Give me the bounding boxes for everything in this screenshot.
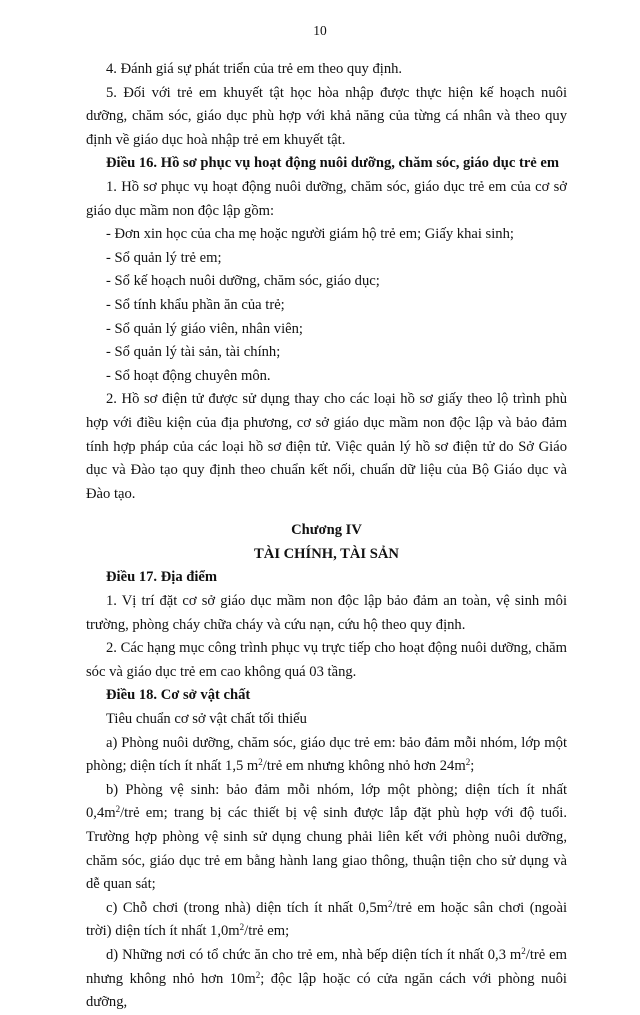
chapter-label: Chương IV bbox=[291, 522, 362, 539]
list-item: - Sổ quản lý tài sản, tài chính; bbox=[106, 344, 281, 361]
article-17-clause-1: 1. Vị trí đặt cơ sở giáo dục mầm non độc lập bảo đảm an toàn, vệ sinh môi trường, phòng cháy chữa cháy và cứu nạn, cứu hộ theo quy định. bbox=[86, 593, 567, 633]
article-17-clause-2: 2. Các hạng mục công trình phục vụ trực tiếp cho hoạt động nuôi dưỡng, chăm sóc và giáo dục trẻ em cao không quá 03 tầng. bbox=[86, 640, 567, 680]
point-b-text-2: /trẻ em; trang bị các thiết bị vệ sinh được lắp đặt phù hợp với độ tuổi. Trường hợp phòng vệ sinh sử dụng chung phải liên kết với phòng nuôi dưỡng, chăm sóc, giáo dục trẻ em bằng hành lang giao thông, thuận tiện cho sử dụng và dễ quan sát; bbox=[86, 805, 567, 893]
superscript: 2 bbox=[255, 969, 261, 980]
superscript: 2 bbox=[521, 945, 526, 956]
superscript: 2 bbox=[258, 757, 263, 768]
superscript: 2 bbox=[239, 922, 245, 933]
point-a-text-2: /trẻ em nhưng không nhỏ hơn 24m bbox=[262, 758, 466, 775]
superscript: 2 bbox=[465, 757, 471, 768]
list-item: - Sổ kế hoạch nuôi dưỡng, chăm sóc, giáo dục; bbox=[106, 273, 380, 290]
point-a-text-1: a) Phòng nuôi dưỡng, chăm sóc, giáo dục trẻ em: bảo đảm mỗi nhóm, lớp một phòng; diện tích ít nhất 1,5 m bbox=[86, 734, 567, 775]
point-d-text-3: ; độc lập hoặc có cửa ngăn cách với phòng nuôi dưỡng, bbox=[86, 970, 567, 1011]
list-item: - Sổ quản lý trẻ em; bbox=[106, 249, 222, 266]
article-18-point-d bbox=[86, 944, 567, 1015]
point-d-text-1: d) Những nơi có tổ chức ăn cho trẻ em, nhà bếp diện tích ít nhất 0,3 m bbox=[106, 946, 522, 963]
paragraph-item-5: 5. Đối với trẻ em khuyết tật học hòa nhập được thực hiện kế hoạch nuôi dưỡng, chăm sóc, giáo dục phù hợp với khả năng của từng cá nhân và theo quy định về giáo dục hoà nhập trẻ em khuyết tật. bbox=[86, 84, 567, 148]
article-18-point-c bbox=[86, 897, 567, 944]
article-16-clause-2: 2. Hồ sơ điện tử được sử dụng thay cho các loại hồ sơ giấy theo lộ trình phù hợp với điều kiện của địa phương, cơ sở giáo dục mầm non độc lập và bảo đảm tính hợp pháp của các loại hồ sơ điện tử. Việc quản lý hồ sơ điện tử do Sở Giáo dục và Đào tạo quy định theo chuẩn kết nối, chuẩn dữ liệu của Bộ Giáo dục và Đào tạo. bbox=[86, 391, 567, 502]
article-18-intro: Tiêu chuẩn cơ sở vật chất tối thiểu bbox=[106, 711, 307, 728]
list-item: - Sổ hoạt động chuyên môn. bbox=[106, 367, 271, 384]
article-18-heading: Điều 18. Cơ sở vật chất bbox=[106, 687, 251, 704]
point-c-text-3: /trẻ em; bbox=[244, 923, 290, 940]
article-18-point-a bbox=[86, 732, 567, 779]
point-b-text-1: b) Phòng vệ sinh: bảo đảm mỗi nhóm, lớp một phòng; diện tích ít nhất 0,4m bbox=[86, 781, 567, 822]
point-a-text-3: ; bbox=[470, 758, 475, 775]
point-c-text-2: /trẻ em hoặc sân chơi (ngoài trời) diện tích ít nhất 1,0m bbox=[86, 899, 567, 940]
list-item: - Sổ quản lý giáo viên, nhân viên; bbox=[106, 320, 303, 337]
chapter-title: TÀI CHÍNH, TÀI SẢN bbox=[254, 545, 399, 562]
list-item: - Sổ tính khẩu phần ăn của trẻ; bbox=[106, 296, 285, 313]
list-item: - Đơn xin học của cha mẹ hoặc người giám hộ trẻ em; Giấy khai sinh; bbox=[106, 226, 514, 243]
page-number: 10 bbox=[313, 23, 327, 38]
article-17-heading: Điều 17. Địa điểm bbox=[106, 569, 218, 586]
article-18-point-b bbox=[86, 779, 567, 897]
point-d-text-2: /trẻ em nhưng không nhỏ hơn 10m bbox=[86, 946, 567, 987]
paragraph-item-4: 4. Đánh giá sự phát triển của trẻ em theo quy định. bbox=[106, 61, 403, 77]
superscript: 2 bbox=[115, 804, 121, 815]
article-16-clause-1: 1. Hồ sơ phục vụ hoạt động nuôi dưỡng, chăm sóc, giáo dục trẻ em của cơ sở giáo dục mầm non độc lập gồm: bbox=[86, 178, 567, 219]
superscript: 2 bbox=[387, 898, 393, 909]
document-body bbox=[86, 58, 567, 1015]
point-c-text-1: c) Chỗ chơi (trong nhà) diện tích ít nhất 0,5m bbox=[106, 899, 388, 916]
article-16-heading: Điều 16. Hồ sơ phục vụ hoạt động nuôi dưỡng, chăm sóc, giáo dục trẻ em bbox=[106, 155, 560, 172]
